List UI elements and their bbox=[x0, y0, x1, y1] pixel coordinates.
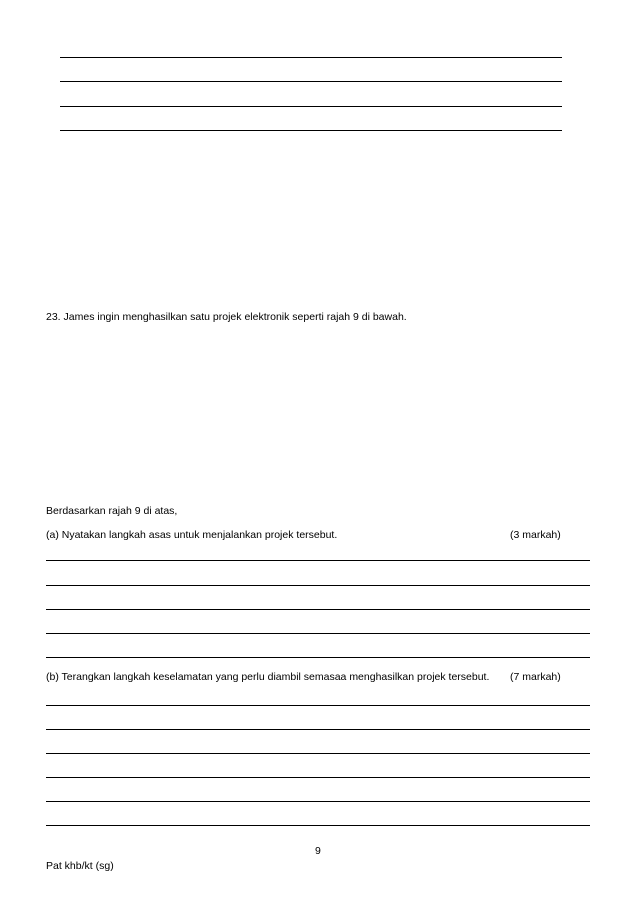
answer-line bbox=[46, 801, 590, 802]
diagram-area bbox=[46, 330, 590, 490]
answer-line bbox=[46, 777, 590, 778]
answer-line bbox=[46, 560, 590, 561]
answer-line bbox=[46, 729, 590, 730]
answer-line bbox=[46, 753, 590, 754]
answer-line bbox=[46, 633, 590, 634]
part-b-marks: (7 markah) bbox=[510, 671, 561, 683]
answer-line bbox=[46, 705, 590, 706]
part-b-text: (b) Terangkan langkah keselamatan yang perlu diambil semasaa menghasilkan projek tersebut. bbox=[46, 671, 490, 683]
answer-line bbox=[46, 585, 590, 586]
answer-line bbox=[60, 130, 562, 131]
part-a-marks: (3 markah) bbox=[510, 529, 561, 541]
answer-line bbox=[60, 106, 562, 107]
footer-code: Pat khb/kt (sg) bbox=[46, 860, 114, 872]
page-number: 9 bbox=[315, 845, 321, 857]
part-a-text: (a) Nyatakan langkah asas untuk menjalankan projek tersebut. bbox=[46, 529, 338, 541]
answer-line bbox=[46, 657, 590, 658]
question-intro: Berdasarkan rajah 9 di atas, bbox=[46, 505, 178, 517]
question-text: 23. James ingin menghasilkan satu projek elektronik seperti rajah 9 di bawah. bbox=[46, 311, 407, 323]
answer-line bbox=[60, 57, 562, 58]
answer-line bbox=[46, 609, 590, 610]
answer-line bbox=[46, 825, 590, 826]
answer-line bbox=[60, 81, 562, 82]
